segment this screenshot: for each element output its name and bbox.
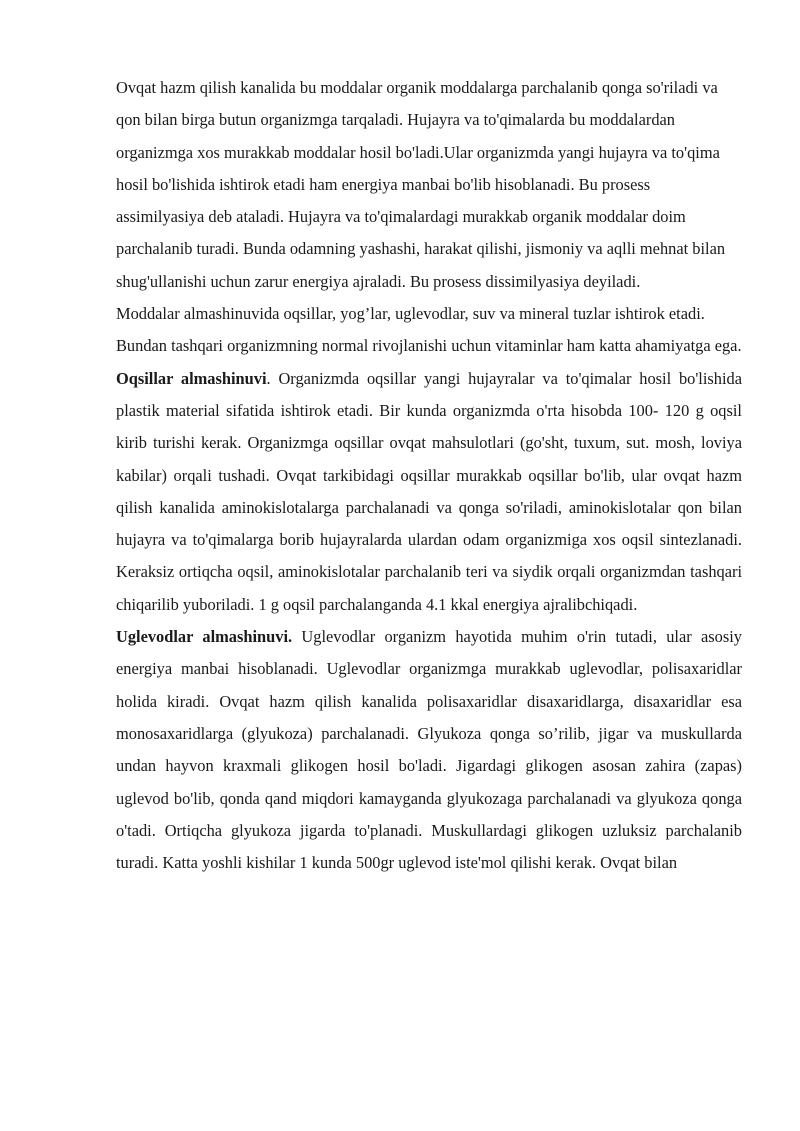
document-body: [116, 72, 742, 879]
carbohydrate-metabolism-paragraph: [116, 621, 742, 879]
carbohydrate-metabolism-text: Uglevodlar organizm hayotida muhim o'rin tutadi, ular asosiy energiya manbai hisoblanadi. Uglevodlar organizmga murakkab uglevodlar, polisaxaridlar holida kiradi. Ovqat hazm qilish kanalida polisaxaridlar disaxaridlarga, disaxaridlar esa monosaxaridlarga (glyukoza) parchalanadi. Glyukoza qonga so’rilib, jigar va muskullarda undan hayvon kraxmali glikogen hosil bo'ladi. Jigardagi glikogen asosan zahira (zapas) uglevod bo'lib, qonda qand miqdori kamayganda glyukozaga parchalanadi va glyukoza qonga o'tadi. Ortiqcha glyukoza jigarda to'planadi. Muskullardagi glikogen uzluksiz parchalanib turadi. Katta yoshli kishilar 1 kunda 500gr uglevod iste'mol qilishi kerak. Ovqat bilan: [116, 627, 742, 873]
protein-metabolism-text: . Organizmda oqsillar yangi hujayralar va to'qimalar hosil bo'lishida plastik material sifatida ishtirok etadi. Bir kunda organizmda o'rta hisobda 100- 120 g oqsil kirib turishi kerak. Organizmga oqsillar ovqat mahsulotlari (go'sht, tuxum, sut. mosh, loviya kabilar) orqali tushadi. Ovqat tarkibidagi oqsillar murakkab oqsillar bo'lib, ular ovqat hazm qilish kanalida aminokislotalarga parchalanadi va qonga so'riladi, aminokislotalar qon bilan hujayra va to'qimalarga borib hujayralarda ulardan odam organizmiga xos oqsil sintezlanadi. Keraksiz ortiqcha oqsil, aminokislotalar parchalanib teri va siydik orqali organizmdan tashqari chiqarilib yuboriladi. 1 g oqsil parchalanganda 4.1 kkal energiya ajralibchiqadi.: [116, 368, 743, 614]
carbohydrate-metabolism-heading: Uglevodlar almashinuvi.: [116, 627, 293, 647]
intro-paragraph: Ovqat hazm qilish kanalida bu moddalar organik moddalarga parchalanib qonga so'riladi va qon bilan birga butun organizmga tarqaladi. Hujayra va to'qimalarda bu moddalardan organizmga xos murakkab moddalar hosil bo'ladi.Ular organizmda yangi hujayra va to'qima hosil bo'lishida ishtirok etadi ham energiya manbai bo'lib hisoblanadi. Bu prosess assimilyasiya deb ataladi. Hujayra va to'qimalardagi murakkab organik moddalar doim parchalanib turadi. Bunda odamning yashashi, harakat qilishi, jismoniy va aqlli mehnat bilan shug'ullanishi uchun zarur energiya ajraladi. Bu prosess dissimilyasiya deyiladi.: [116, 78, 726, 291]
protein-metabolism-paragraph: [116, 363, 742, 621]
metabolism-paragraph: Moddalar almashinuvida oqsillar, yog’lar, uglevodlar, suv va mineral tuzlar ishtirok etadi. Bundan tashqari organizmning normal rivojlanishi uchun vitaminlar ham katta ahamiyatga ega.: [116, 304, 742, 356]
protein-metabolism-heading: Oqsillar almashinuvi: [116, 368, 267, 388]
